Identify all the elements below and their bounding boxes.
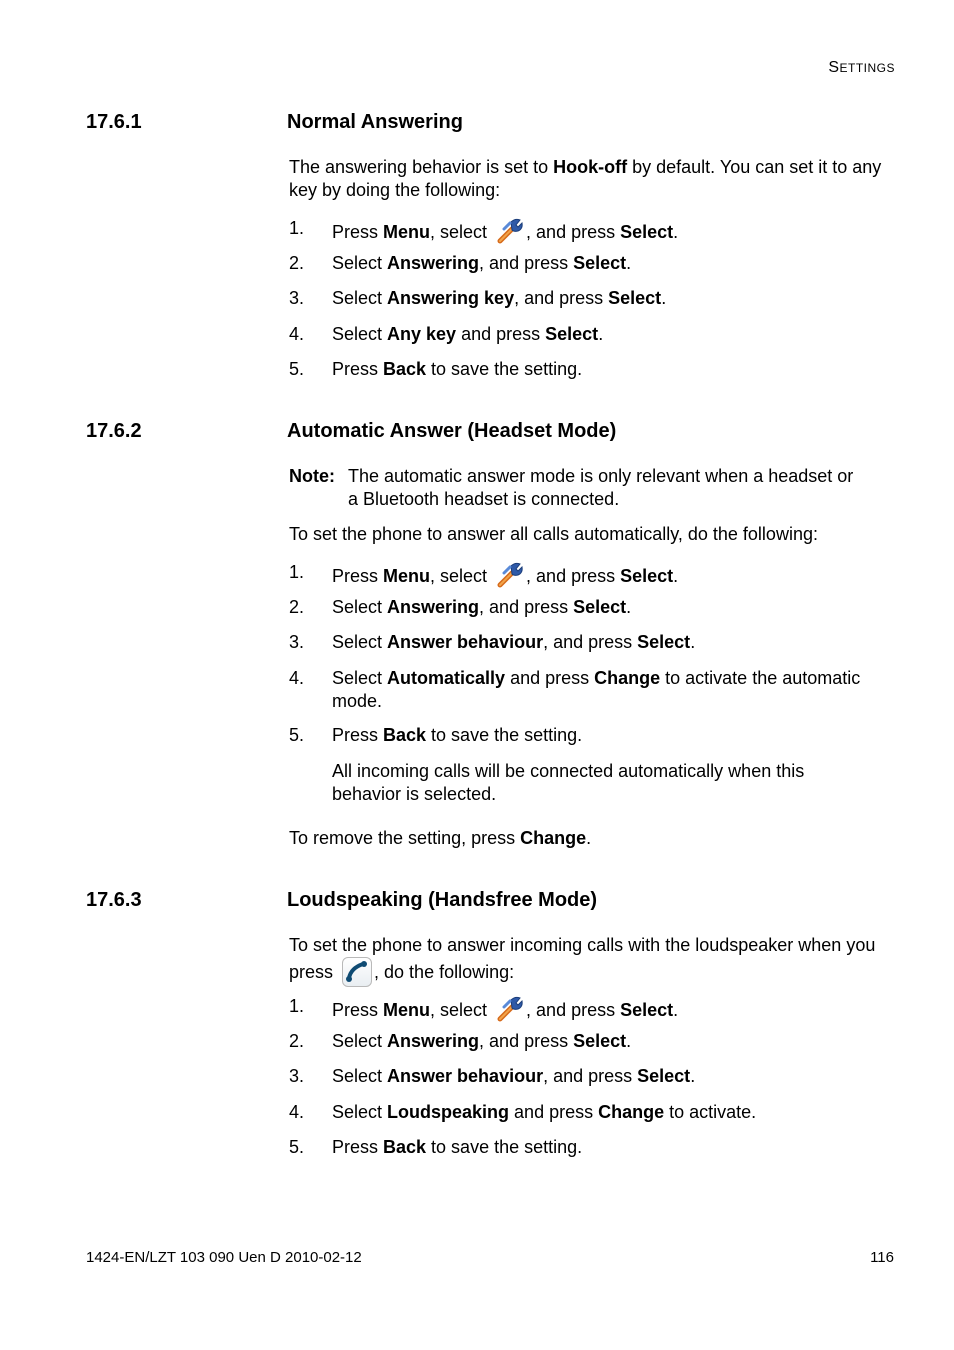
text-run: Select [332, 253, 388, 273]
ui-term: Answering [387, 1031, 480, 1051]
ui-term: Answering [387, 597, 480, 617]
section-number: 17.6.1 [86, 111, 142, 133]
step-text [332, 1030, 897, 1053]
ui-term: Select [620, 566, 674, 586]
text-run: , and press [526, 222, 621, 242]
step-text [332, 323, 897, 346]
text-run: , and press [479, 253, 574, 273]
text-run: to save the setting. [426, 1137, 583, 1157]
ui-term: Hook-off [553, 157, 628, 177]
step-number: 1. [289, 562, 305, 582]
wrench-icon [496, 995, 524, 1023]
text-run: Press [332, 359, 384, 379]
step-text [332, 724, 897, 747]
text-run: . [673, 566, 679, 586]
section-intro: To set the phone to answer all calls automatically, do the following: [289, 524, 818, 544]
text-run: . [626, 1031, 632, 1051]
ui-term: Back [383, 725, 427, 745]
text-run: . [626, 597, 632, 617]
step-text [332, 1065, 897, 1088]
text-run: . [626, 253, 632, 273]
ui-term: Automatically [387, 668, 506, 688]
step-text [332, 358, 897, 381]
step-number: 5. [289, 725, 305, 745]
text-run: . [673, 222, 679, 242]
section-intro [289, 156, 899, 202]
text-run: Press [332, 222, 384, 242]
text-run: . [598, 324, 604, 344]
ui-term: Select [637, 1066, 691, 1086]
step-number: 3. [289, 288, 305, 308]
text-run: , select [430, 1000, 493, 1020]
step-number: 1. [289, 218, 305, 238]
ui-term: Answering [387, 253, 480, 273]
text-run: Select [332, 288, 388, 308]
step-text [332, 287, 897, 310]
ui-term: Select [637, 632, 691, 652]
step-text [332, 252, 897, 275]
section-title: Normal Answering [287, 111, 463, 133]
step-number: 5. [289, 359, 305, 379]
ui-term: Back [383, 359, 427, 379]
phone-icon [342, 957, 372, 987]
text-run: Press [332, 1000, 384, 1020]
text-run: to activate. [664, 1102, 757, 1122]
step-text [332, 596, 897, 619]
text-run: Select [332, 1066, 388, 1086]
step-text [332, 667, 894, 713]
note-label: Note: [289, 466, 335, 486]
note-text: The automatic answer mode is only relevant when a headset or [348, 466, 854, 486]
ui-term: Change [520, 828, 587, 848]
step-text [332, 1101, 897, 1124]
step-text [332, 561, 897, 589]
ui-term: Select [620, 1000, 674, 1020]
text-run: and press [509, 1102, 599, 1122]
ui-term: Menu [383, 222, 431, 242]
step-text [332, 217, 897, 245]
text-run: Select [332, 324, 388, 344]
text-run: Press [332, 1137, 384, 1157]
text-run: Press [332, 725, 384, 745]
text-run: , and press [479, 597, 574, 617]
ui-term: Answer behaviour [387, 632, 544, 652]
text-run: and press [456, 324, 546, 344]
text-run: , and press [514, 288, 609, 308]
text-run: , do the following: [374, 962, 515, 982]
ui-term: Menu [383, 1000, 431, 1020]
text-run: . [690, 1066, 696, 1086]
text-run: , and press [526, 566, 621, 586]
note-text: a Bluetooth headset is connected. [348, 489, 620, 509]
text-run: Select [332, 668, 388, 688]
ui-term: Change [594, 668, 661, 688]
text-run: . [586, 828, 592, 848]
step-number: 4. [289, 1102, 305, 1122]
step-number: 4. [289, 324, 305, 344]
text-run: Select [332, 1102, 388, 1122]
footer-doc-id: 1424-EN/LZT 103 090 Uen D 2010-02-12 [86, 1249, 362, 1266]
text-run: to save the setting. [426, 725, 583, 745]
wrench-icon [496, 217, 524, 245]
section-number: 17.6.3 [86, 889, 142, 911]
text-run: to save the setting. [426, 359, 583, 379]
ui-term: Any key [387, 324, 457, 344]
text-run: . [690, 632, 696, 652]
text-run: Select [332, 597, 388, 617]
text-run: and press [505, 668, 595, 688]
ui-term: Back [383, 1137, 427, 1157]
text-run: , and press [526, 1000, 621, 1020]
text-run: Press [332, 566, 384, 586]
text-run: to activate the automatic mode. [332, 668, 861, 711]
section-title: Automatic Answer (Headset Mode) [287, 420, 617, 442]
ui-term: Answer behaviour [387, 1066, 544, 1086]
ui-term: Answering key [387, 288, 515, 308]
text-run: by default. You can set it to any key by doing the following: [289, 157, 882, 200]
text-run: , and press [543, 1066, 638, 1086]
text-run: The answering behavior is set to [289, 157, 554, 177]
text-run: , select [430, 222, 493, 242]
text-run: , and press [479, 1031, 574, 1051]
running-header [828, 56, 895, 80]
text-run: . [661, 288, 667, 308]
text-run: , and press [543, 632, 638, 652]
ui-term: Loudspeaking [387, 1102, 510, 1122]
step-number: 1. [289, 996, 305, 1016]
result-text: All incoming calls will be connected automatically when this behavior is selected. [332, 761, 805, 804]
text-run: To remove the setting, press [289, 828, 521, 848]
step-number: 3. [289, 1066, 305, 1086]
page-number: 116 [870, 1249, 894, 1266]
text-run: Select [332, 632, 388, 652]
ui-term: Select [573, 1031, 627, 1051]
ui-term: Menu [383, 566, 431, 586]
header-rest: ETTINGS [839, 61, 895, 75]
step-number: 3. [289, 632, 305, 652]
section-intro [289, 934, 889, 987]
step-text [332, 995, 897, 1023]
ui-term: Change [598, 1102, 665, 1122]
wrench-icon [496, 561, 524, 589]
text-run: , select [430, 566, 493, 586]
section-title: Loudspeaking (Handsfree Mode) [287, 889, 598, 911]
text-run: . [673, 1000, 679, 1020]
ui-term: Select [573, 597, 627, 617]
ui-term: Select [608, 288, 662, 308]
text-run: To set the phone to answer incoming calls with the loudspeaker when you press [289, 935, 876, 982]
step-number: 2. [289, 597, 305, 617]
step-number: 2. [289, 253, 305, 273]
ui-term: Select [573, 253, 627, 273]
section-number: 17.6.2 [86, 420, 142, 442]
ui-term: Select [620, 222, 674, 242]
step-text [332, 1136, 897, 1159]
step-number: 2. [289, 1031, 305, 1051]
step-number: 4. [289, 668, 305, 688]
text-run: Select [332, 1031, 388, 1051]
step-number: 5. [289, 1137, 305, 1157]
header-initial: S [828, 59, 840, 76]
step-text [332, 631, 897, 654]
remove-setting-text [289, 827, 899, 850]
ui-term: Select [545, 324, 599, 344]
